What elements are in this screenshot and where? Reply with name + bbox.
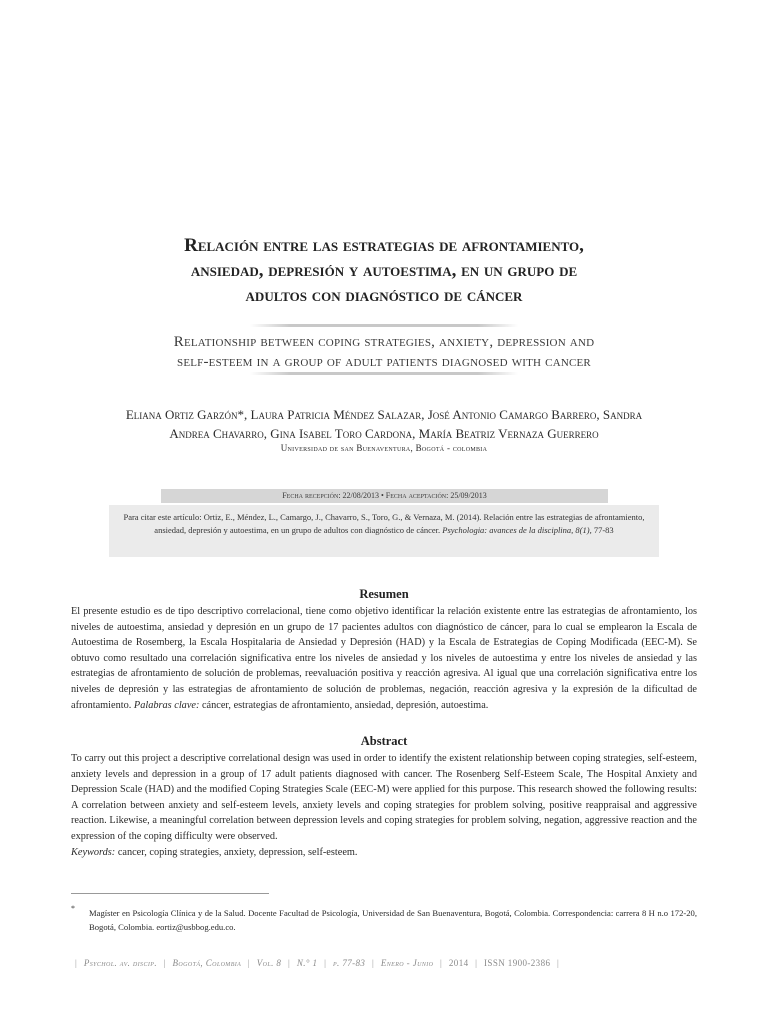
affiliation: Universidad de san Buenaventura, Bogotá - colombia (280, 443, 488, 453)
resumen-text: El presente estudio es de tipo descriptivo correlacional, tiene como objetivo identificar la relación existente entre las estrategias de afrontamiento, los niveles de autoestima, ansiedad y depresión en un grupo de 17 pacientes adultos con diagnóstico de cáncer, para lo cual se emplearon la Escala de Autoestima de Rosemberg, la Escala Hospitalaria de Ansiedad y Depresión (HAD) y la Escala de Estrategias de Coping Modificada (EEC-M). Se obtuvo como resultado una correlación significativa entre los niveles de ansiedad y los niveles de autoestima y entre los niveles de ansiedad y las estrategias de afrontamiento de solución de problemas, reevaluación positiva y reacción agresiva. Al igual que una correlación significativa entre los niveles de depresión y las estrategias de afrontamiento de solución de problemas, negación, reacción agresiva y la expresión de la dificultad de afrontamiento. (71, 606, 697, 711)
title-spanish-line: Relación entre las estrategias de afrontamiento, (184, 235, 584, 256)
abstract-keywords: cancer, coping strategies, anxiety, depression, self-esteem. (117, 846, 358, 858)
resumen-heading: Resumen (359, 587, 409, 601)
citation-body: Para citar este artículo: Ortiz, E., Méndez, L., Camargo, J., Chavarro, S., Toro, G., & Vernaza, M. (2014). Relación entre las estrategias de afrontamiento, ansiedad, depresión y autoestima, en un grupo de adultos con diagnóstico de cáncer. (123, 512, 645, 535)
abstract-heading: Abstract (360, 734, 408, 748)
title-spanish (60, 233, 708, 308)
dates-bar: Fecha recepción: 22/08/2013 • Fecha aceptación: 25/09/2013 (161, 489, 608, 503)
footnote-rule (71, 893, 269, 894)
author-line: Eliana Ortiz Garzón*, Laura Patricia Méndez Salazar, José Antonio Camargo Barrero, Sandra (125, 407, 643, 422)
citation-journal: Psychologia: avances de la disciplina, 8(1), (442, 525, 592, 535)
footer-separator: | (163, 958, 166, 968)
footer-separator: | (247, 958, 251, 968)
footer-separator: | (324, 958, 327, 968)
author-line: Andrea Chavarro, Gina Isabel Toro Cardona, María Beatriz Vernaza Guerrero (169, 426, 599, 441)
footer-volume: Vol. 8 (256, 958, 282, 968)
abstract-body (71, 751, 697, 860)
citation-pages: 77-83 (593, 525, 614, 535)
footer-separator: | (475, 958, 478, 968)
footer-separator: | (372, 958, 375, 968)
resumen-keywords-label: Palabras clave: (133, 699, 200, 711)
footnote: Magíster en Psicología Clínica y de la Salud. Docente Facultad de Psicología, Universidad de San Buenaventura, Bogotá, Colombia. Correspondencia: carrera 8 H n.o 172-20, Bogotá, Colombia. eortiz@usbbog.edu.co. (89, 908, 697, 932)
footnote-mark: * (71, 904, 75, 913)
title-english (90, 332, 678, 372)
resumen-keywords: cáncer, estrategias de afrontamiento, ansiedad, depresión, autoestima. (201, 699, 489, 711)
footer-separator: | (287, 958, 291, 968)
resumen-body (71, 604, 697, 713)
footer-year: 2014 (448, 958, 469, 968)
title-english-line: Relationship between coping strategies, anxiety, depression and (173, 334, 595, 350)
title-rule-bottom (250, 372, 518, 375)
abstract-text: To carry out this project a descriptive correlational design was used in order to identify the existent relationship between coping strategies, self-esteem, anxiety levels and depression in a group of 17 adult patients diagnosed with cancer. The Rosenberg Self-Esteem Scale, The Hospital Anxiety and Depression Scale (HAD) and the modified Coping Strategies Scale (EEC-M) were applied for this purpose. This research showed the following results: A correlation between anxiety and self-esteem levels, anxiety levels and coping strategies for problem solving, positive reappraisal and aggressive reaction. Likewise, a meaningful correlation between depression levels and coping strategies for problem solving, negation, aggressive reaction and the expression of the coping difficulty were observed. (71, 753, 697, 842)
footer-separator: | (557, 958, 560, 968)
author-list (60, 405, 708, 443)
title-spanish-line: ansiedad, depresión y autoestima, en un grupo de (190, 260, 578, 281)
footer-separator: | (75, 958, 78, 968)
title-english-line: self-esteem in a group of adult patients diagnosed with cancer (177, 354, 591, 370)
abstract-keywords-label: Keywords: (71, 846, 116, 858)
footer-period: Enero - Junio (380, 958, 434, 968)
footer-number: N.° 1 (296, 958, 318, 968)
title-rule-top (250, 324, 518, 327)
footer-journal: Psychol. av. discip. (83, 958, 157, 968)
footer-pages: p. 77-83 (332, 958, 366, 968)
footer-separator: | (440, 958, 443, 968)
footer-issn: ISSN 1900-2386 (484, 958, 551, 968)
footer-city: Bogotá, Colombia (172, 958, 242, 968)
running-footer (71, 958, 697, 968)
title-spanish-line: adultos con diagnóstico de cáncer (245, 285, 523, 306)
citation-text (118, 511, 650, 537)
